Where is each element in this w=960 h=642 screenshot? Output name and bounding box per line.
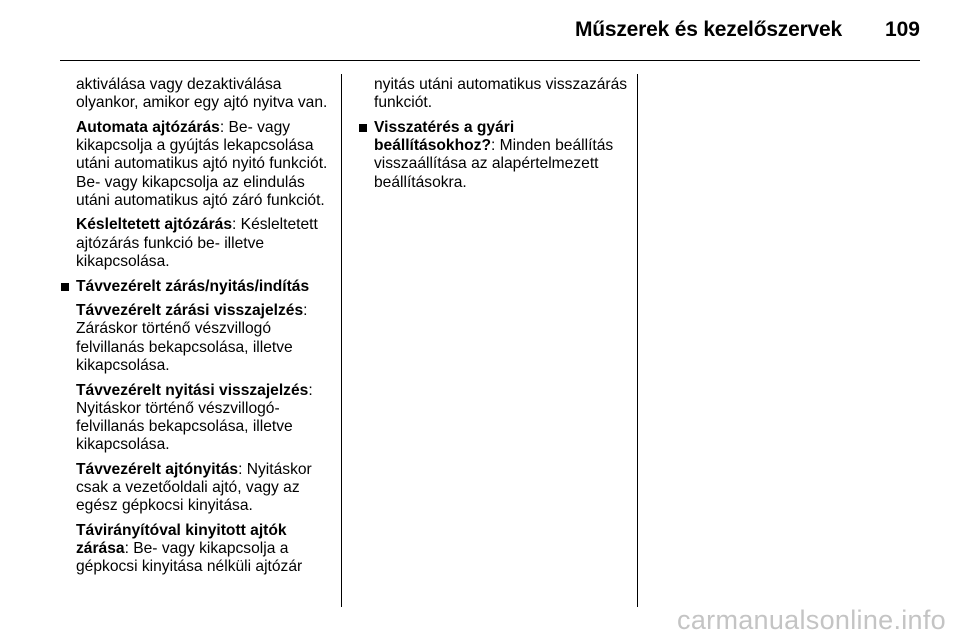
bullet-heading: Távvezérelt zárás/nyitás/indítás bbox=[76, 277, 310, 295]
bullet-square-icon bbox=[359, 124, 367, 132]
description: : Késleltetett ajtózárás funkció be- illetve kikapcsolása. bbox=[76, 216, 318, 270]
page-header bbox=[60, 18, 920, 58]
paragraph-remote-door-unlock bbox=[76, 461, 338, 516]
term-factory-reset: Visszatérés a gyári beállításokhoz? bbox=[374, 118, 515, 155]
paragraph-remote-lock-feedback bbox=[76, 302, 338, 375]
watermark: carmanualsonline.info bbox=[677, 605, 946, 635]
term-automatic-door-lock: Automata ajtózárás bbox=[76, 118, 220, 136]
paragraph-delayed-door-lock bbox=[76, 216, 338, 271]
bullet-square-icon bbox=[61, 283, 69, 291]
description: : Nyitáskor csak a vezetőoldali ajtó, vagy az egész gépkocsi kinyitása. bbox=[76, 460, 312, 515]
paragraph-remote-unlock-feedback bbox=[76, 382, 338, 455]
page-number: 109 bbox=[884, 18, 920, 41]
description: : Be- vagy kikapcsolja a gépkocsi kinyitása nélküli ajtózár bbox=[76, 540, 303, 576]
description: : Nyitáskor történő vészvillogó-felvillanás bekapcsolása, illetve kikapcsolása. bbox=[76, 381, 313, 454]
column-divider-left bbox=[341, 74, 342, 607]
term-remote-door-unlock: Távvezérelt ajtónyitás bbox=[76, 460, 239, 478]
term-remote-lock-feedback: Távvezérelt zárási visszajelzés bbox=[76, 302, 304, 320]
paragraph-relock-remote-unlocked bbox=[76, 522, 338, 577]
description: : Záráskor történő vészvillogó felvillanás bekapcsolása, illetve kikapcsolása. bbox=[76, 302, 308, 374]
paragraph-automatic-door-lock bbox=[76, 119, 338, 210]
column-divider-right bbox=[637, 74, 638, 607]
text-column-2 bbox=[374, 76, 636, 198]
term-relock-remote-unlocked: Távirányítóval kinyitott ajtók zárása bbox=[76, 521, 287, 558]
text-column-1 bbox=[76, 76, 338, 583]
paragraph: aktiválása vagy dezaktiválása olyankor, amikor egy ajtó nyitva van. bbox=[76, 76, 328, 112]
bullet-remote-lock-unlock-start bbox=[76, 278, 338, 296]
bullet-factory-reset bbox=[374, 119, 636, 192]
description: : Be- vagy kikapcsolja a gyújtás lekapcsolása utáni automatikus ajtó nyitó funkciót. Be- vagy kikapcsolja az elindulás utáni automatikus ajtó záró funkciót. bbox=[76, 118, 328, 209]
header-rule bbox=[60, 60, 920, 61]
description: : Minden beállítás visszaállítása az alapértelmezett beállításokra. bbox=[374, 137, 614, 191]
term-remote-unlock-feedback: Távvezérelt nyitási visszajelzés bbox=[76, 381, 309, 399]
paragraph: nyitás utáni automatikus visszazárás funkciót. bbox=[374, 76, 628, 112]
page-title: Műszerek és kezelőszervek bbox=[574, 18, 842, 41]
term-delayed-door-lock: Késleltetett ajtózárás bbox=[76, 216, 232, 234]
